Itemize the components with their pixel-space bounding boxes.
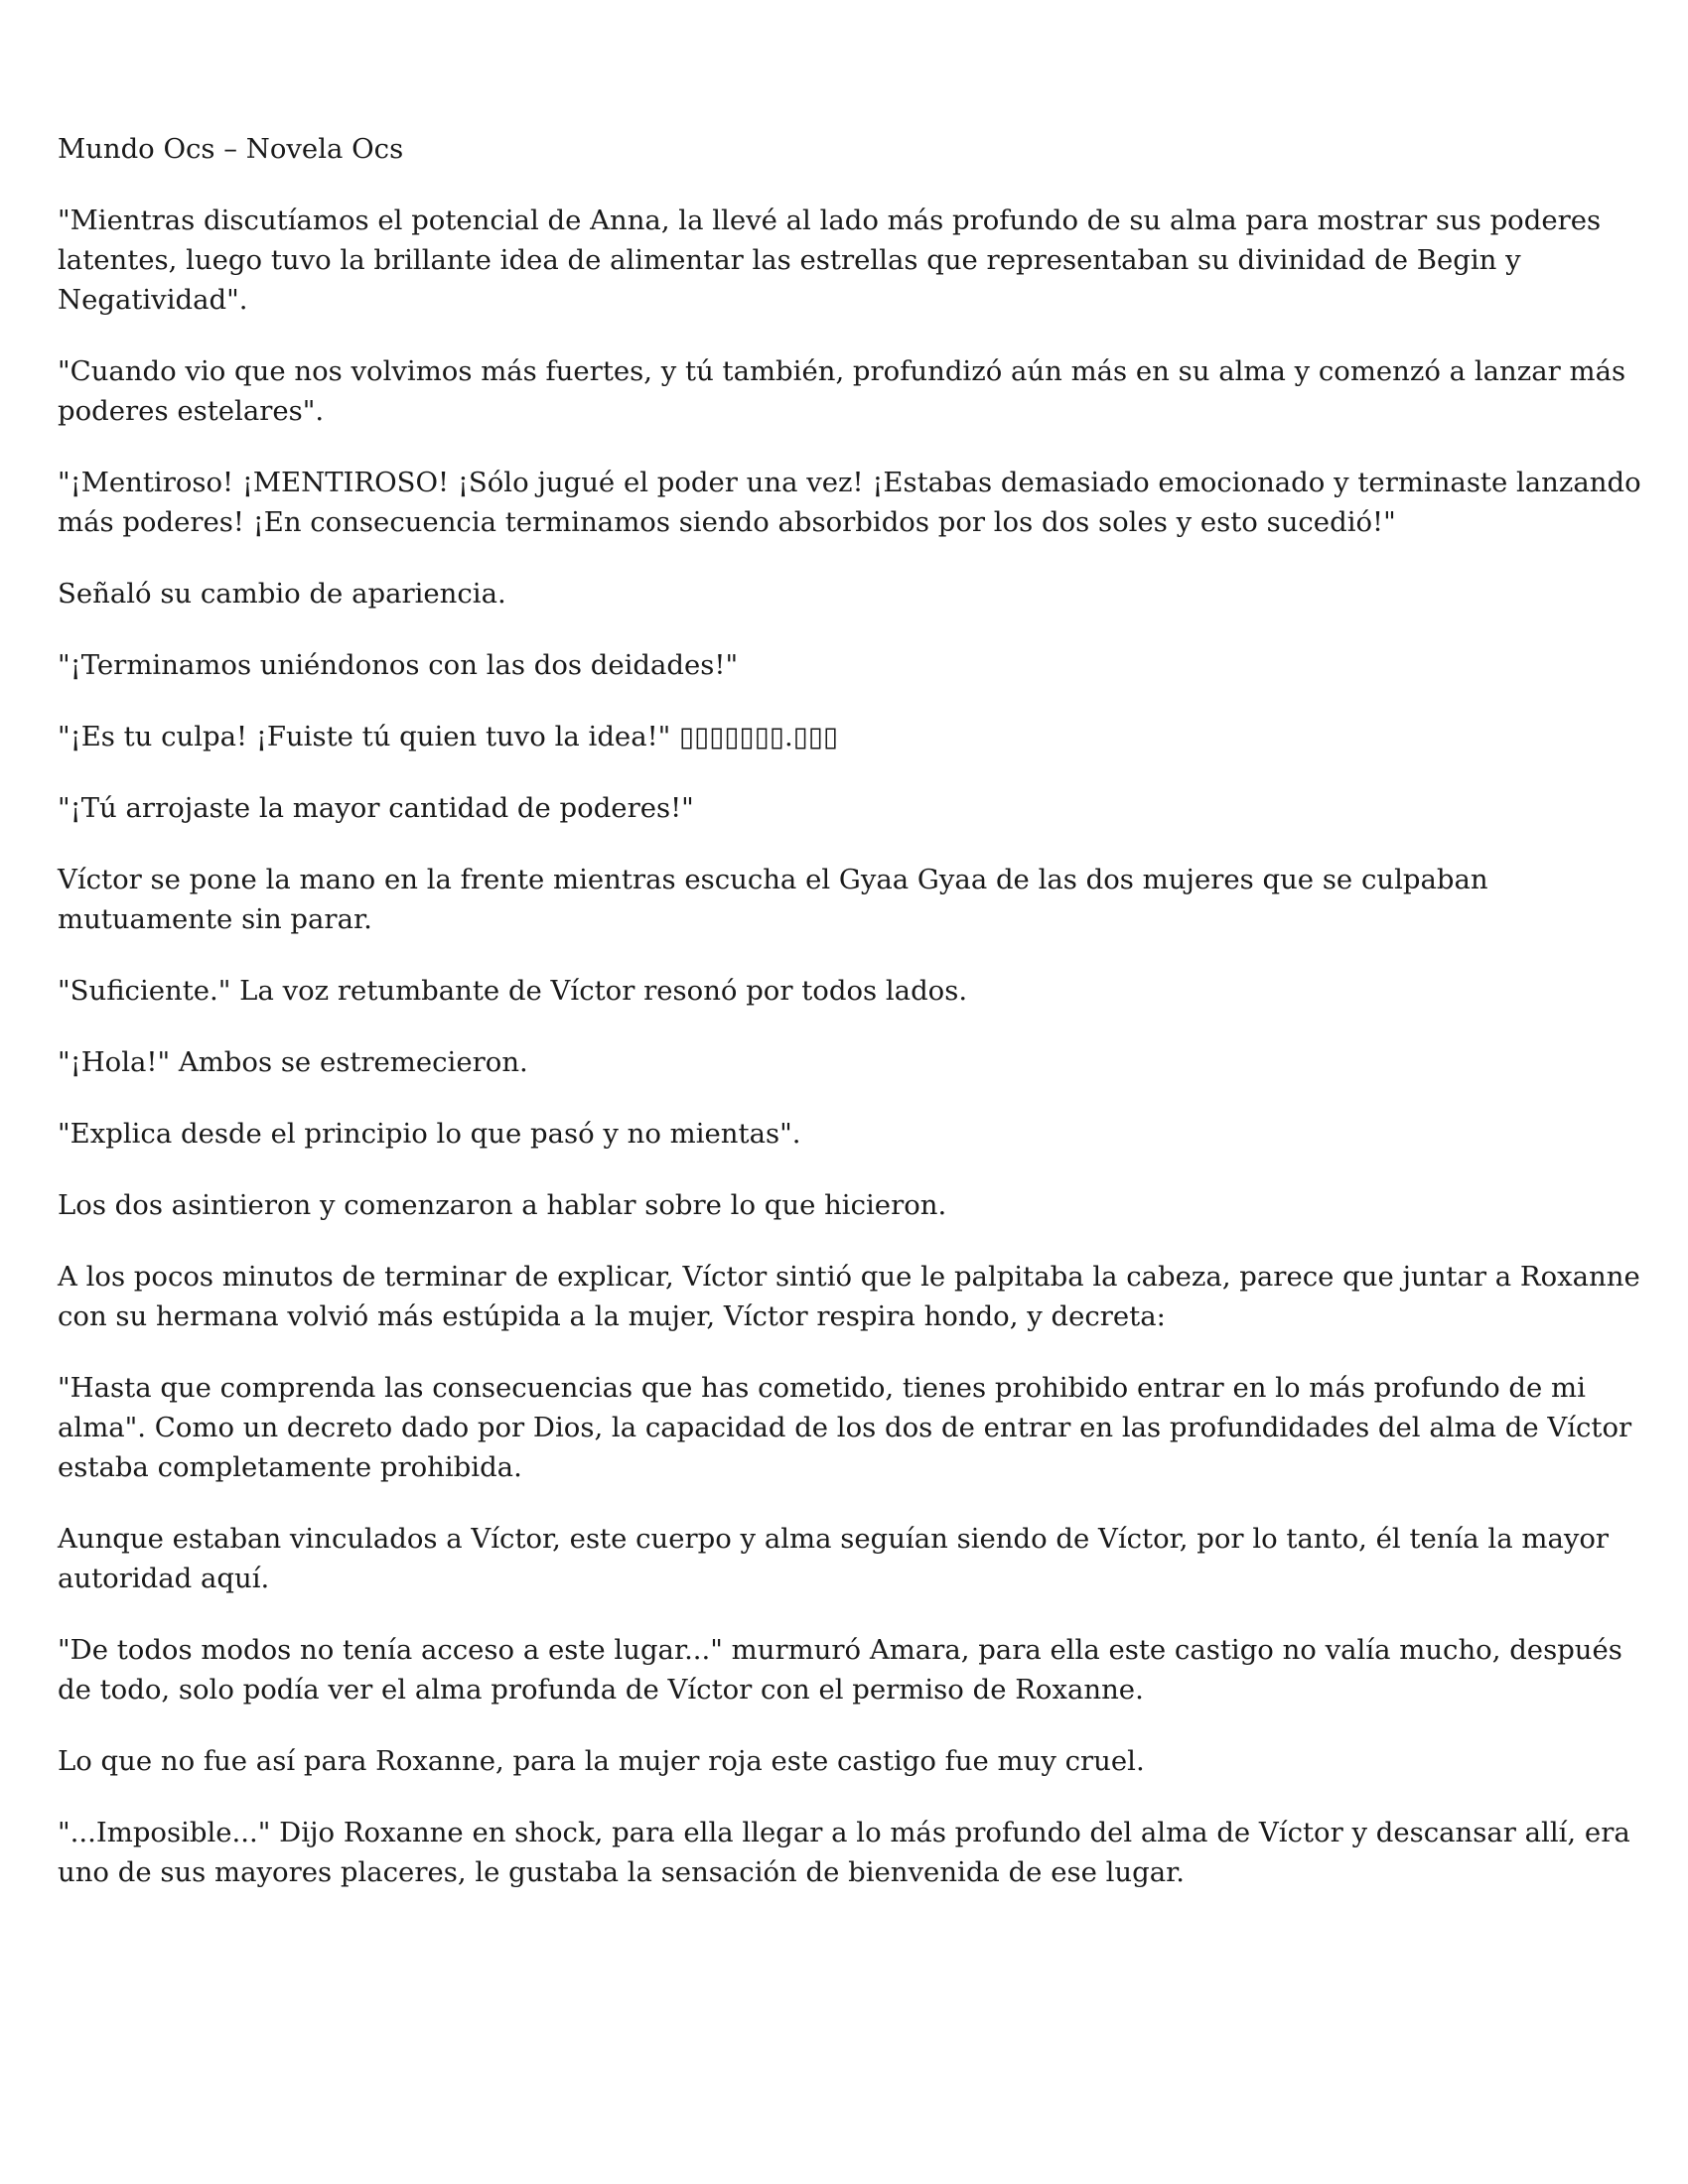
paragraph-14: "Hasta que comprenda las consecuencias que has cometido, tienes prohibido entrar en lo más profundo de mi alma". Como un decreto dado por Dios, la capacidad de los dos de entrar en las profundidades del alma de Víctor estaba completamente prohibida. [58, 1372, 1632, 1483]
paragraph-3: "¡Mentiroso! ¡MENTIROSO! ¡Sólo jugué el poder una vez! ¡Estabas demasiado emocionado y terminaste lanzando más poderes! ¡En consecuencia terminamos siendo absorbidos por los dos soles y esto sucedió!" [58, 467, 1641, 538]
document-page [58, 129, 1646, 1924]
paragraph-12: Los dos asintieron y comenzaron a hablar sobre lo que hicieron. [58, 1189, 947, 1221]
paragraph-1: "Mientras discutíamos el potencial de Anna, la llevé al lado más profundo de su alma para mostrar sus poderes latentes, luego tuvo la brillante idea de alimentar las estrellas que representaban su divinidad de Begin y Negatividad". [58, 205, 1602, 316]
paragraph-15: Aunque estaban vinculados a Víctor, este cuerpo y alma seguían siendo de Víctor, por lo tanto, él tenía la mayor autoridad aquí. [58, 1523, 1610, 1594]
paragraph-7: "¡Tú arrojaste la mayor cantidad de poderes!" [58, 792, 694, 824]
paragraph-4: Señaló su cambio de apariencia. [58, 578, 506, 610]
paragraph-9: "Suficiente." La voz retumbante de Víctor resonó por todos lados. [58, 975, 968, 1007]
paragraph-5: "¡Terminamos uniéndonos con las dos deidades!" [58, 649, 739, 681]
paragraph-6: "¡Es tu culpa! ¡Fuiste tú quien tuvo la idea!" ▯▯▯▯▯▯▯.▯▯▯ [58, 721, 839, 752]
paragraph-10: "¡Hola!" Ambos se estremecieron. [58, 1046, 528, 1078]
paragraph-17: Lo que no fue así para Roxanne, para la mujer roja este castigo fue muy cruel. [58, 1745, 1145, 1777]
paragraph-13: A los pocos minutos de terminar de explicar, Víctor sintió que le palpitaba la cabeza, parece que juntar a Roxanne con su hermana volvió más estúpida a la mujer, Víctor respira hondo, y decreta: [58, 1261, 1640, 1332]
paragraph-18: "...Imposible..." Dijo Roxanne en shock, para ella llegar a lo más profundo del alma de Víctor y descansar allí, era uno de sus mayores placeres, le gustaba la sensación de bienvenida de ese lugar. [58, 1817, 1630, 1888]
document-header: Mundo Ocs – Novela Ocs [58, 133, 404, 165]
paragraph-2: "Cuando vio que nos volvimos más fuertes, y tú también, profundizó aún más en su alma y comenzó a lanzar más poderes estelares". [58, 355, 1626, 427]
paragraph-11: "Explica desde el principio lo que pasó y no mientas". [58, 1118, 801, 1150]
paragraph-16: "De todos modos no tenía acceso a este lugar..." murmuró Amara, para ella este castigo no valía mucho, después de todo, solo podía ver el alma profunda de Víctor con el permiso de Roxanne. [58, 1634, 1622, 1706]
paragraph-8: Víctor se pone la mano en la frente mientras escucha el Gyaa Gyaa de las dos mujeres que se culpaban mutuamente sin parar. [58, 864, 1488, 935]
